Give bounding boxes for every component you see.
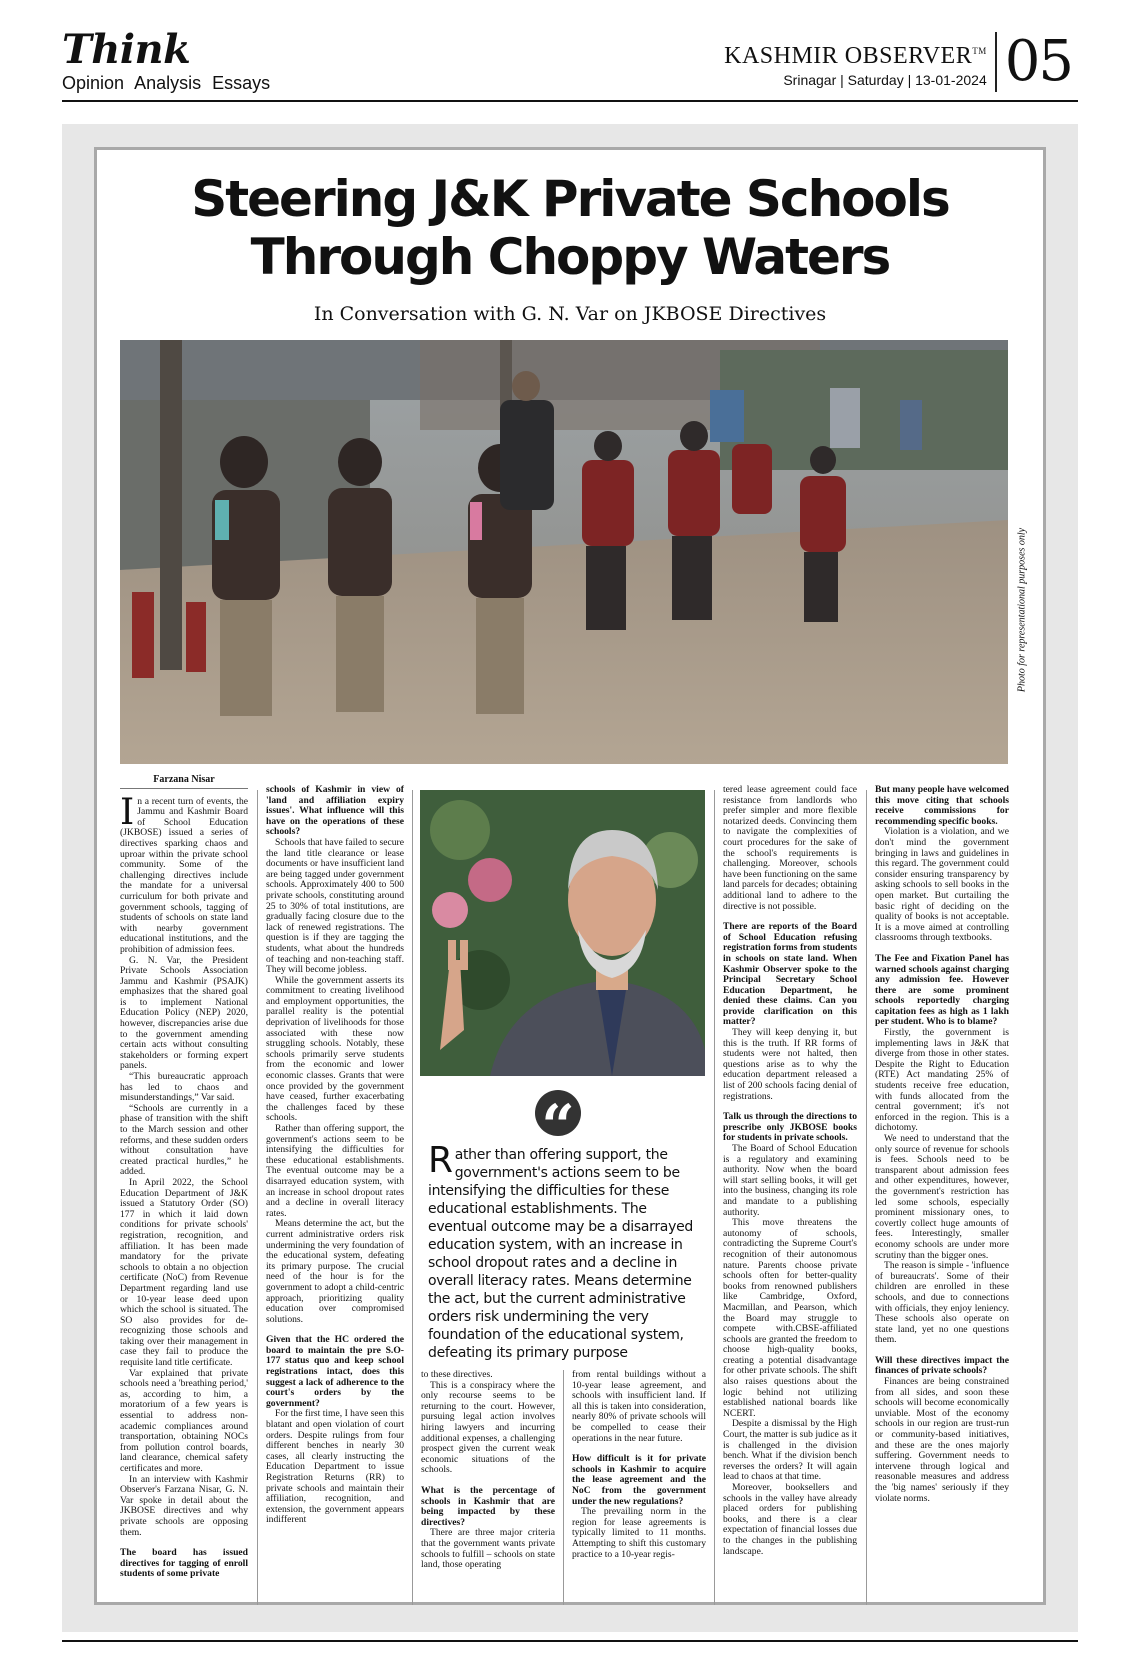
- interview-question: The board has issued directives for tagging of enroll students of some private: [120, 1547, 248, 1580]
- paragraph: Means determine the act, but the current administrative orders risk undermining the very foundation of the educational system, defeating its primary purpose. The crucial need of the hour is for the government to adopt a child-centric approach, prioritizing quality education over compromised solutions.: [266, 1218, 404, 1325]
- interview-question: Given that the HC ordered the board to maintain the pre S.O-177 status quo and keep school registrations intact, does this suggest a lack of adherence to the court's orders by the government?: [266, 1334, 404, 1409]
- section-title: Think: [62, 26, 191, 73]
- main-photo: [120, 340, 1008, 764]
- interview-question: The Fee and Fixation Panel has warned schools against charging any admission fee. However there are some prominent schools reportedly charging capitation fees as high as 1 lakh per student. Who is to blame?: [875, 952, 1009, 1028]
- byline: Farzana Nisar: [120, 775, 248, 789]
- paragraph: Violation is a violation, and we don't mind the government bringing in laws and guidelines in this regard. The government could consider ensuring transparency by asking schools to sell books in the open market. But curtailing the basic right of deciding on the quality of books is not acceptable. It is a move aimed at controlling classrooms through textbooks.: [875, 826, 1009, 944]
- paragraph: Finances are being constrained from all sides, and soon these schools will become economically unviable. Most of the economy schools in our region are trust-run or community-based initiatives, and these are the ones majorly suffering. Government needs to intervene through logical and reasonable measures and address the 'big names' seriously if they violate norms.: [875, 1376, 1009, 1504]
- column-divider: [563, 1370, 564, 1605]
- article-column-1: [120, 775, 248, 1580]
- paragraph: “Schools are currently in a phase of transition with the shift to the March session and other reforms, and these sudden orders without consultation have created practical hurdles,” he added.: [120, 1102, 248, 1178]
- column-divider: [714, 790, 715, 1605]
- footer-rule: [62, 1640, 1078, 1642]
- paragraph: This move threatens the autonomy of schools, contradicting the Supreme Court's recognition of their autonomous nature. Parents choose private schools often for better-quality books from renowned publishers like Cambridge, Oxford, Macmillan, and Pearson, which the Board may struggle to compete with.CBSE-affiliated schools are granted the freedom to choose high-quality books, creating a potential disadvantage for other private schools. The shift also raises questions about the logic behind not utilizing established national boards like NCERT.: [723, 1217, 857, 1419]
- column-divider: [412, 790, 413, 1605]
- article-column-2: [266, 785, 404, 1526]
- article-column-6: [875, 785, 1009, 1504]
- dateline: Srinagar | Saturday | 13-01-2024: [783, 72, 987, 88]
- newspaper-name: KASHMIR OBSERVER™: [724, 43, 987, 69]
- interview-question: Talk us through the directions to prescribe only JKBOSE books for students in private schools.: [723, 1111, 857, 1144]
- headline-line-2: Through Choppy Waters: [250, 228, 890, 286]
- column-divider: [866, 790, 867, 1605]
- trademark-mark: TM: [972, 46, 987, 56]
- standfirst: In Conversation with G. N. Var on JKBOSE Directives: [313, 303, 827, 325]
- paragraph: Rather than offering support, the government's actions seem to be intensifying the difficulties for these educational establishments. The eventual outcome may be a disarrayed education system, with an increase in school dropout rates and a decline in overall literacy rates.: [266, 1123, 404, 1219]
- paragraph: tered lease agreement could face resistance from landlords who prefer simpler and more flexible notarized deeds. Convincing them to navigate the complexities of court procedures for the sake of the school's requirements is challenging. Moreover, schools have been functioning on the same land parcels for decades; obtaining additional land to adhere to the directive is not possible.: [723, 784, 857, 912]
- article-column-3: [421, 1370, 555, 1571]
- quote-icon: “: [535, 1090, 581, 1136]
- paragraph: Moreover, booksellers and schools in the valley have already placed orders for publishing books, and there is a clear expectation of financial losses due to the changes in the publishing landscape.: [723, 1482, 857, 1557]
- paragraph: Firstly, the government is implementing laws in J&K that diverge from those in other states. Despite the Right to Education (RTE) Act mandating 25% of students receive free education, with funds allocated from the central government; it's not enforced in the region. This is a dichotomy.: [875, 1027, 1009, 1134]
- paragraph: They will keep denying it, but this is the truth. If RR forms of students were not halted, then questions arise as to why the education department released a list of 200 schools facing denial of registrations.: [723, 1027, 857, 1102]
- interview-question: There are reports of the Board of School Education refusing registration forms from students in schools on state land. When Kashmir Observer spoke to the Principal Secretary School Education Department, he denied these claims. Can you provide clarification on this matter?: [723, 921, 857, 1028]
- photo-credit: Photo for representational purposes only: [1016, 527, 1028, 693]
- paragraph: The Board of School Education is a regulatory and examining authority. Now when the board will start selling books, it will get into the business, changing its role and mandate to a publishing authority.: [723, 1143, 857, 1218]
- headline-line-1: Steering J&K Private Schools: [191, 170, 949, 228]
- paragraph: Var explained that private schools need a 'breathing period,' as, according to him, a moratorium of a few years is essential to address non-academic compliances around transportation, obtaining NOCs from pollution control boards, land clearance, chemical safety certificates and more.: [120, 1367, 248, 1474]
- section-header: [62, 28, 276, 94]
- subsection-opinion: Opinion: [62, 73, 125, 93]
- article-column-5: [723, 785, 857, 1557]
- subsection-essays: Essays: [212, 73, 271, 93]
- paragraph: This is a conspiracy where the only recourse seems to be returning to the court. However, pursuing legal action involves hiring lawyers and incurring additional expenses, a challenging prospect given the current weak economic situations of the schools.: [421, 1379, 555, 1476]
- page-number: 05: [995, 32, 1072, 92]
- column-divider: [257, 790, 258, 1605]
- newspaper-masthead: [724, 29, 1072, 94]
- headline: [94, 170, 1046, 286]
- paragraph: We need to understand that the only source of revenue for schools is fees. Schools need to be transparent about admission fees and other expenditures, however, the government's restriction has led some schools, especially prominent missionary ones, to covertly collect huge amounts of fees. Interestingly, smaller economy schools are under more scrutiny than the bigger ones.: [875, 1133, 1009, 1261]
- lead-paragraph: In a recent turn of events, the Jammu and Kashmir Board of School Education (JKBOSE) issued a series of directives sparking chaos and uproar within the private school community. Some of the challenging directives include the mandate for a universal curriculum for both private and government schools, tagging of students of schools on state land with nearby government educational institutions, and the prohibition of admission fees.: [120, 791, 248, 955]
- interview-question: What is the percentage of schools in Kashmir that are being impacted by these directives?: [421, 1484, 555, 1528]
- paragraph: In April 2022, the School Education Department of J&K issued a Statutory Order (SO) 177 in which it laid down conditions for private schools' registration, recognition, and affiliation. It has been made mandatory for the private schools to obtain a no objection certificate (NoC) from Revenue Department regarding land use or 10-year lease deed upon which the school is situated. The SO also provides for de-recognizing those schools and taking over their management in case they fail to produce the requisite land title certificate.: [120, 1176, 248, 1369]
- article-column-4: [572, 1370, 706, 1560]
- drop-cap: I: [120, 791, 135, 833]
- paragraph: For the first time, I have seen this blatant and open violation of court orders. Despite rulings from four different benches in nearly 30 cases, all clearly instructing the Education Department to issue Registration Returns (RR) to private schools and maintain their affiliation, recognition, and extension, the government appears indifferent: [266, 1408, 404, 1526]
- paragraph: G. N. Var, the President Private Schools Association Jammu and Kashmir (PSAJK) emphasizes that the shared goal is to implement National Education Policy (NEP) 2020, however, discrepancies arise due to the government amending certain acts without consulting stakeholders or forming expert panels.: [120, 954, 248, 1072]
- section-subtitles: [62, 72, 276, 94]
- header-rule: [62, 100, 1078, 102]
- interview-question: But many people have welcomed this move citing that schools receive commissions for recommending specific books.: [875, 784, 1009, 827]
- paragraph: Schools that have failed to secure the land title clearance or lease documents or have insufficient land are being tagged under government schools. Approximately 400 to 500 private schools, constituting around 25 to 30% of total institutions, are gradually facing closure due to the lack of renewed registrations. The question is if they are tagging the students, what about the hundreds of teaching and non-teaching staff. They will become jobless.: [266, 836, 404, 976]
- interview-question: How difficult is it for private schools in Kashmir to acquire the lease agreement and the NoC from the government under the new regulations?: [572, 1453, 706, 1507]
- paragraph: The reason is simple - 'influence of bureaucrats'. Some of their children are enrolled in these schools, and due to connections with officials, they enjoy leniency. These schools also operate on state land, yet no one questions them.: [875, 1260, 1009, 1346]
- interview-question: Will these directives impact the finances of private schools?: [875, 1354, 1009, 1377]
- paragraph: There are three major criteria that the government wants private schools to fulfill – schools on state land, those operating: [421, 1527, 555, 1571]
- interview-question: schools of Kashmir in view of 'land and affiliation expiry issues'. What influence will this have on the operations of these schools?: [266, 784, 404, 838]
- pull-quote-text: ather than offering support, the government's actions seem to be intensifying the difficulties for these educational establishments. The eventual outcome may be a disarrayed education system, with an increase in school dropout rates and a decline in overall literacy rates. Means determine the act, but the current administrative orders risk undermining the very foundation of the educational system, defeating its primary purpose: [428, 1147, 693, 1361]
- pull-quote-drop-cap: R: [428, 1140, 453, 1181]
- paragraph: “This bureaucratic approach has led to chaos and misunderstandings,” Var said.: [120, 1071, 248, 1104]
- subsection-analysis: Analysis: [134, 73, 202, 93]
- paragraph: In an interview with Kashmir Observer's Farzana Nisar, G. N. Var spoke in detail about the JKBOSE directives and why private schools are opposing them.: [120, 1473, 248, 1538]
- paragraph: The prevailing norm in the region for lease agreements is typically limited to 11 months. Attempting to shift this customary practice to a 10-year regis-: [572, 1506, 706, 1560]
- paragraph: While the government asserts its commitment to creating livelihood and employment opportunities, the parallel reality is the potential deprivation of livelihoods for those associated with these now struggling schools. Notably, these schools primarily serve students from the economic and lower economic classes. Grants that were once provided by the government have ceased, further exacerbating the challenges faced by these schools.: [266, 974, 404, 1124]
- paragraph: from rental buildings without a 10-year lease agreement, and schools with insufficient land. If all this is taken into consideration, nearly 80% of private schools will be compelled to cease their operations in the near future.: [572, 1369, 706, 1444]
- paragraph: to these directives.: [421, 1369, 493, 1380]
- pull-quote: [428, 1140, 700, 1362]
- paragraph: Despite a dismissal by the High Court, the matter is sub judice as it is challenged in the division bench. What if the division bench reverses the orders? It will again lead to chaos at that time.: [723, 1418, 857, 1483]
- interviewee-portrait: [420, 790, 705, 1076]
